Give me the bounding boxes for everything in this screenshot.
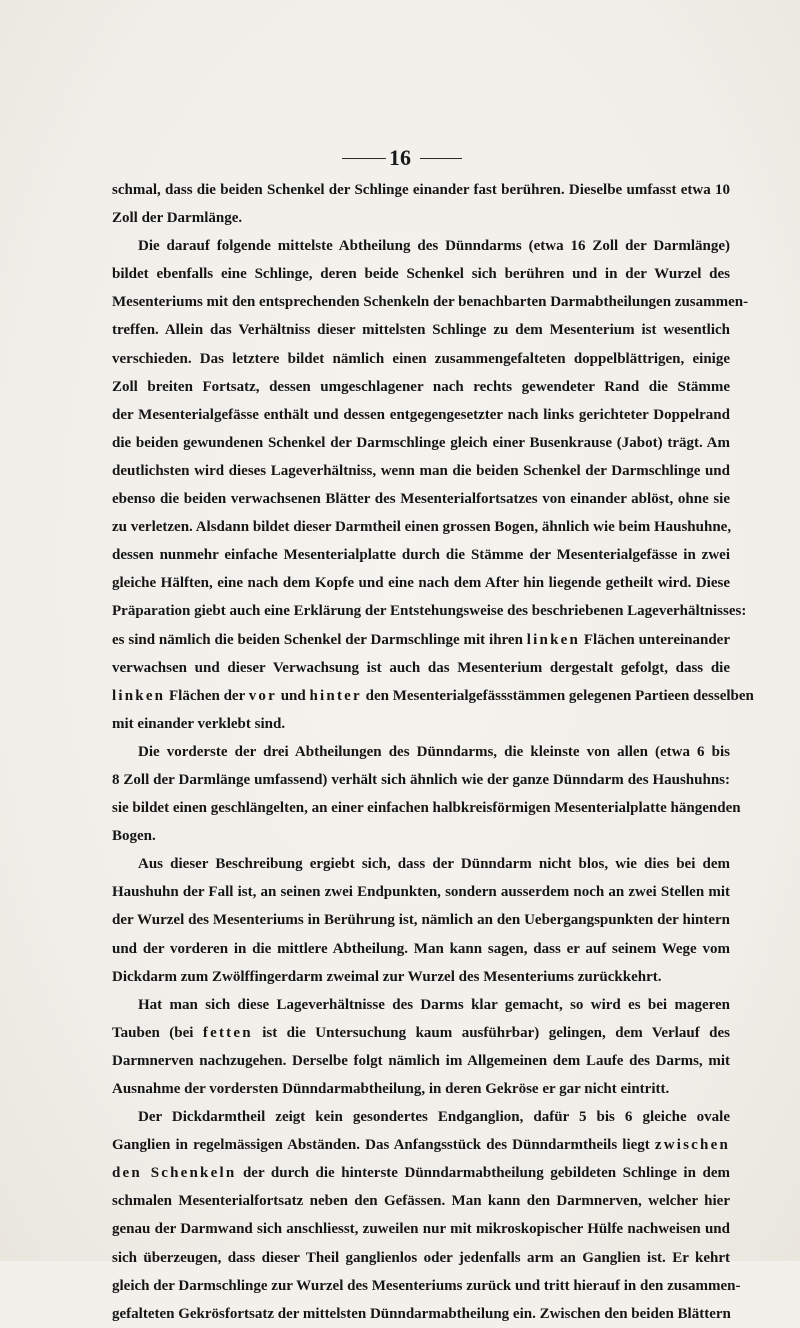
text-line: Der Dickdarmtheil zeigt kein gesondertes Endganglion, dafür 5 bis 6 gleiche ovale [138,1109,730,1126]
body-text [112,176,754,1328]
text-line: Zoll breiten Fortsatz, dessen umgeschlagener nach rechts gewendeter Rand die Stämme [112,378,730,395]
text-line: Die darauf folgende mittelste Abtheilung des Dünndarms (etwa 16 Zoll der Darmlänge) [138,238,730,255]
text-line: genau der Darmwand sich anschliesst, zuweilen nur mit mikroskopischer Hülfe nachweisen und [112,1221,730,1238]
text-line: Haushuhn der Fall ist, an seinen zwei Endpunkten, sondern ausserdem noch an zwei Stellen mit [112,884,730,901]
text-line: sie bildet einen geschlängelten, an einer einfachen halbkreisförmigen Mesenterialplatte hängenden [112,800,741,817]
text-line: ebenso die beiden verwachsenen Blätter des Mesenterialfortsatzes von einander ablöst, ohne sie [112,491,730,508]
text-line: dessen nunmehr einfache Mesenterialplatte durch die Stämme der Mesenterialgefässe in zwei [112,547,730,564]
text-line: gleiche Hälften, eine nach dem Kopfe und eine nach dem After hin liegende getheilt wird. Diese [112,575,730,592]
text-line: verwachsen und dieser Verwachsung ist auch das Mesenterium dergestalt gefolgt, dass die [112,659,730,676]
text-line: bildet ebenfalls eine Schlinge, deren beide Schenkel sich berühren und in der Wurzel des [112,266,730,283]
text-line: schmal, dass die beiden Schenkel der Schlinge einander fast berühren. Dieselbe umfasst etwa 10 [112,182,730,198]
text-line: der Mesenterialgefässe enthält und dessen entgegengesetzter nach links gerichteter Doppelrand [112,406,730,423]
text-line: mit einander verklebt sind. [112,715,286,732]
text-line: Ausnahme der vordersten Dünndarmabtheilung, in deren Gekröse er gar nicht eintritt. [112,1081,670,1097]
text-line: Die vorderste der drei Abtheilungen des Dünndarms, die kleinste von allen (etwa 6 bis [138,743,730,760]
text-line: deutlichsten wird dieses Lageverhältniss, wenn man die beiden Schenkel der Darmschlinge und [112,462,730,479]
text-line: Darmnerven nachzugehen. Derselbe folgt nämlich im Allgemeinen dem Laufe des Darms, mit [112,1052,730,1069]
page-number: 16 [389,145,411,170]
text-line: 8 Zoll der Darmlänge umfassend) verhält sich ähnlich wie der ganze Dünndarm des Haushuhns: [112,771,730,788]
text-line: Zoll der Darmlänge. [112,210,243,227]
text-line: Präparation giebt auch eine Erklärung der Entstehungsweise des beschriebenen Lageverhältnisses: [112,603,747,620]
text-line: verschieden. Das letztere bildet nämlich einen zusammengefalteten doppelblättrigen, einige [112,350,730,367]
text-line: Mesenteriums mit den entsprechenden Schenkeln der benachbarten Darmabtheilungen zusammen- [112,294,749,311]
text-line: Aus dieser Beschreibung ergiebt sich, dass der Dünndarm nicht blos, wie dies bei dem [138,856,730,873]
text-line: Dickdarm zum Zwölffingerdarm zweimal zur Wurzel des Mesenteriums zurückkehrt. [112,968,662,985]
text-line: schmalen Mesenterialfortsatz neben den Gefässen. Man kann den Darmnerven, welcher hier [112,1193,730,1210]
text-line: und der vorderen in die mittlere Abtheilung. Man kann sagen, dass er auf seinem Wege vom [112,940,730,957]
text-line: gefalteten Gekrösfortsatz der mittelsten Dünndarmabtheilung ein. Zwischen den beiden Blättern [112,1305,731,1322]
text-line: die beiden gewundenen Schenkel der Darmschlinge gleich einer Busenkrause (Jabot) trägt. Am [112,434,730,451]
text-line: sich überzeugen, dass dieser Theil ganglienlos oder jedenfalls arm an Ganglien ist. Er kehrt [112,1249,730,1266]
text-line: Tauben (bei fetten ist die Untersuchung kaum ausführbar) gelingen, dem Verlauf des [112,1024,730,1041]
text-line: Hat man sich diese Lageverhältnisse des Darms klar gemacht, so wird es bei mageren [138,996,730,1013]
text-line: treffen. Allein das Verhältniss dieser mittelsten Schlinge zu dem Mesenterium ist wesentlich [112,322,730,339]
text-line: den Schenkeln der durch die hinterste Dünndarmabtheilung gebildeten Schlinge in dem [112,1165,730,1182]
text-line: Bogen. [112,828,156,845]
text-line: Ganglien in regelmässigen Abständen. Das Anfangsstück des Dünndarmtheils liegt zwischen [112,1137,730,1154]
header-rule-left [342,158,386,159]
text-line: der Wurzel des Mesenteriums in Berührung ist, nämlich an den Uebergangspunkten der hintern [112,912,730,929]
text-line: linken Flächen der vor und hinter den Mesenterialgefässstämmen gelegenen Partieen desselben [112,687,754,704]
text-line: es sind nämlich die beiden Schenkel der Darmschlinge mit ihren linken Flächen untereinander [112,631,730,648]
header-rule-right [420,158,462,159]
text-line: zu verletzen. Alsdann bildet dieser Darmtheil einen grossen Bogen, ähnlich wie beim Haushuhne, [112,519,732,536]
page-header [0,140,800,176]
text-line: gleich der Darmschlinge zur Wurzel des Mesenteriums zurück und tritt hierauf in den zusammen- [112,1277,741,1294]
